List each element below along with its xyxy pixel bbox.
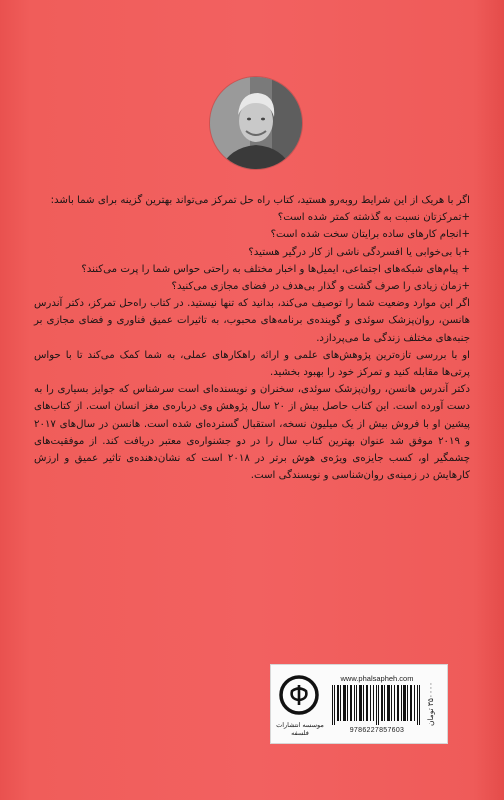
blurb-item: +با بی‌خوابی یا افسردگی ناشی از کار درگیر هستید؟ <box>248 246 470 258</box>
author-portrait <box>210 77 302 169</box>
blurb-item: +انجام کارهای ساده برایتان سخت شده است؟ <box>270 229 470 241</box>
publisher-name: موسسه انتشارات فلسفه <box>276 722 324 737</box>
author-portrait-icon <box>210 77 302 169</box>
blurb-paragraph: او با بررسی تازه‌ترین پژوهش‌های علمی و ارائه راهکارهای عملی، به شما کمک می‌کند تا با حواس پرتی‌ها مقابله کنید و تمرکز خود را بهبود بخشید. <box>34 349 470 379</box>
back-cover-blurb <box>34 192 470 484</box>
blurb-item: + پیام‌های شبکه‌های اجتماعی، ایمیل‌ها و اخبار مختلف به راحتی حواس شما را پرت می‌کنند؟ <box>81 263 470 275</box>
isbn-number: 9786227857603 <box>349 727 405 734</box>
price-label: ۳۵۰۰۰۰ تومان <box>426 681 435 727</box>
publisher-logo-icon <box>279 675 319 715</box>
blurb-paragraph: دکتر آندرس هانسن، روان‌پزشک سوئدی، سخنران و نویسنده‌ای است سرشناس که جوایز بسیاری را به دست آورده است. این کتاب حاصل بیش از ۲۰ سال پژوهش وی درباره‌ی مغز انسان است. از کتاب‌های پیشین او با فروش بیش از یک میلیون نسخه، استقبال گسترده‌ای شده است. هانسن در سال‌های ۲۰۱۷ و ۲۰۱۹ موفق شد عنوان بهترین کتاب سال را در دو جشنواره‌ی معتبر دریافت کند. از موفقیت‌های چشمگیر او، کسب جایزه‌ی ویژه‌ی هوش برتر در ۲۰۱۸ است که نشان‌دهنده‌ی تاثیر عمیق و ارزش کارهایش در زمینه‌ی روان‌شناسی و نویسندگی است. <box>34 384 470 482</box>
blurb-item: +تمرکزتان نسبت به گذشته کمتر شده است؟ <box>277 212 470 224</box>
barcode <box>331 685 423 725</box>
blurb-paragraph: اگر این موارد وضعیت شما را توصیف می‌کند، بدانید که تنها نیستید. در کتاب راه‌حل تمرکز، دکتر آندرس هانسن، روان‌پزشک سوئدی و گوینده‌ی برنامه‌های محبوب، به تاثیرات عمیق فناوری و فضای مجازی بر جنبه‌های مختلف زندگی ما می‌پردازد. <box>34 298 470 344</box>
barcode-panel <box>270 664 448 744</box>
blurb-item: +زمان زیادی را صرف گشت و گذار بی‌هدف در فضای مجازی می‌کنید؟ <box>171 281 470 293</box>
blurb-intro: اگر با هریک از این شرایط روبه‌رو هستید، کتاب راه حل تمرکز می‌تواند بهترین گزینه برای شما باشد: <box>50 195 470 206</box>
publisher-url: www.phalsapheh.com <box>340 674 414 683</box>
